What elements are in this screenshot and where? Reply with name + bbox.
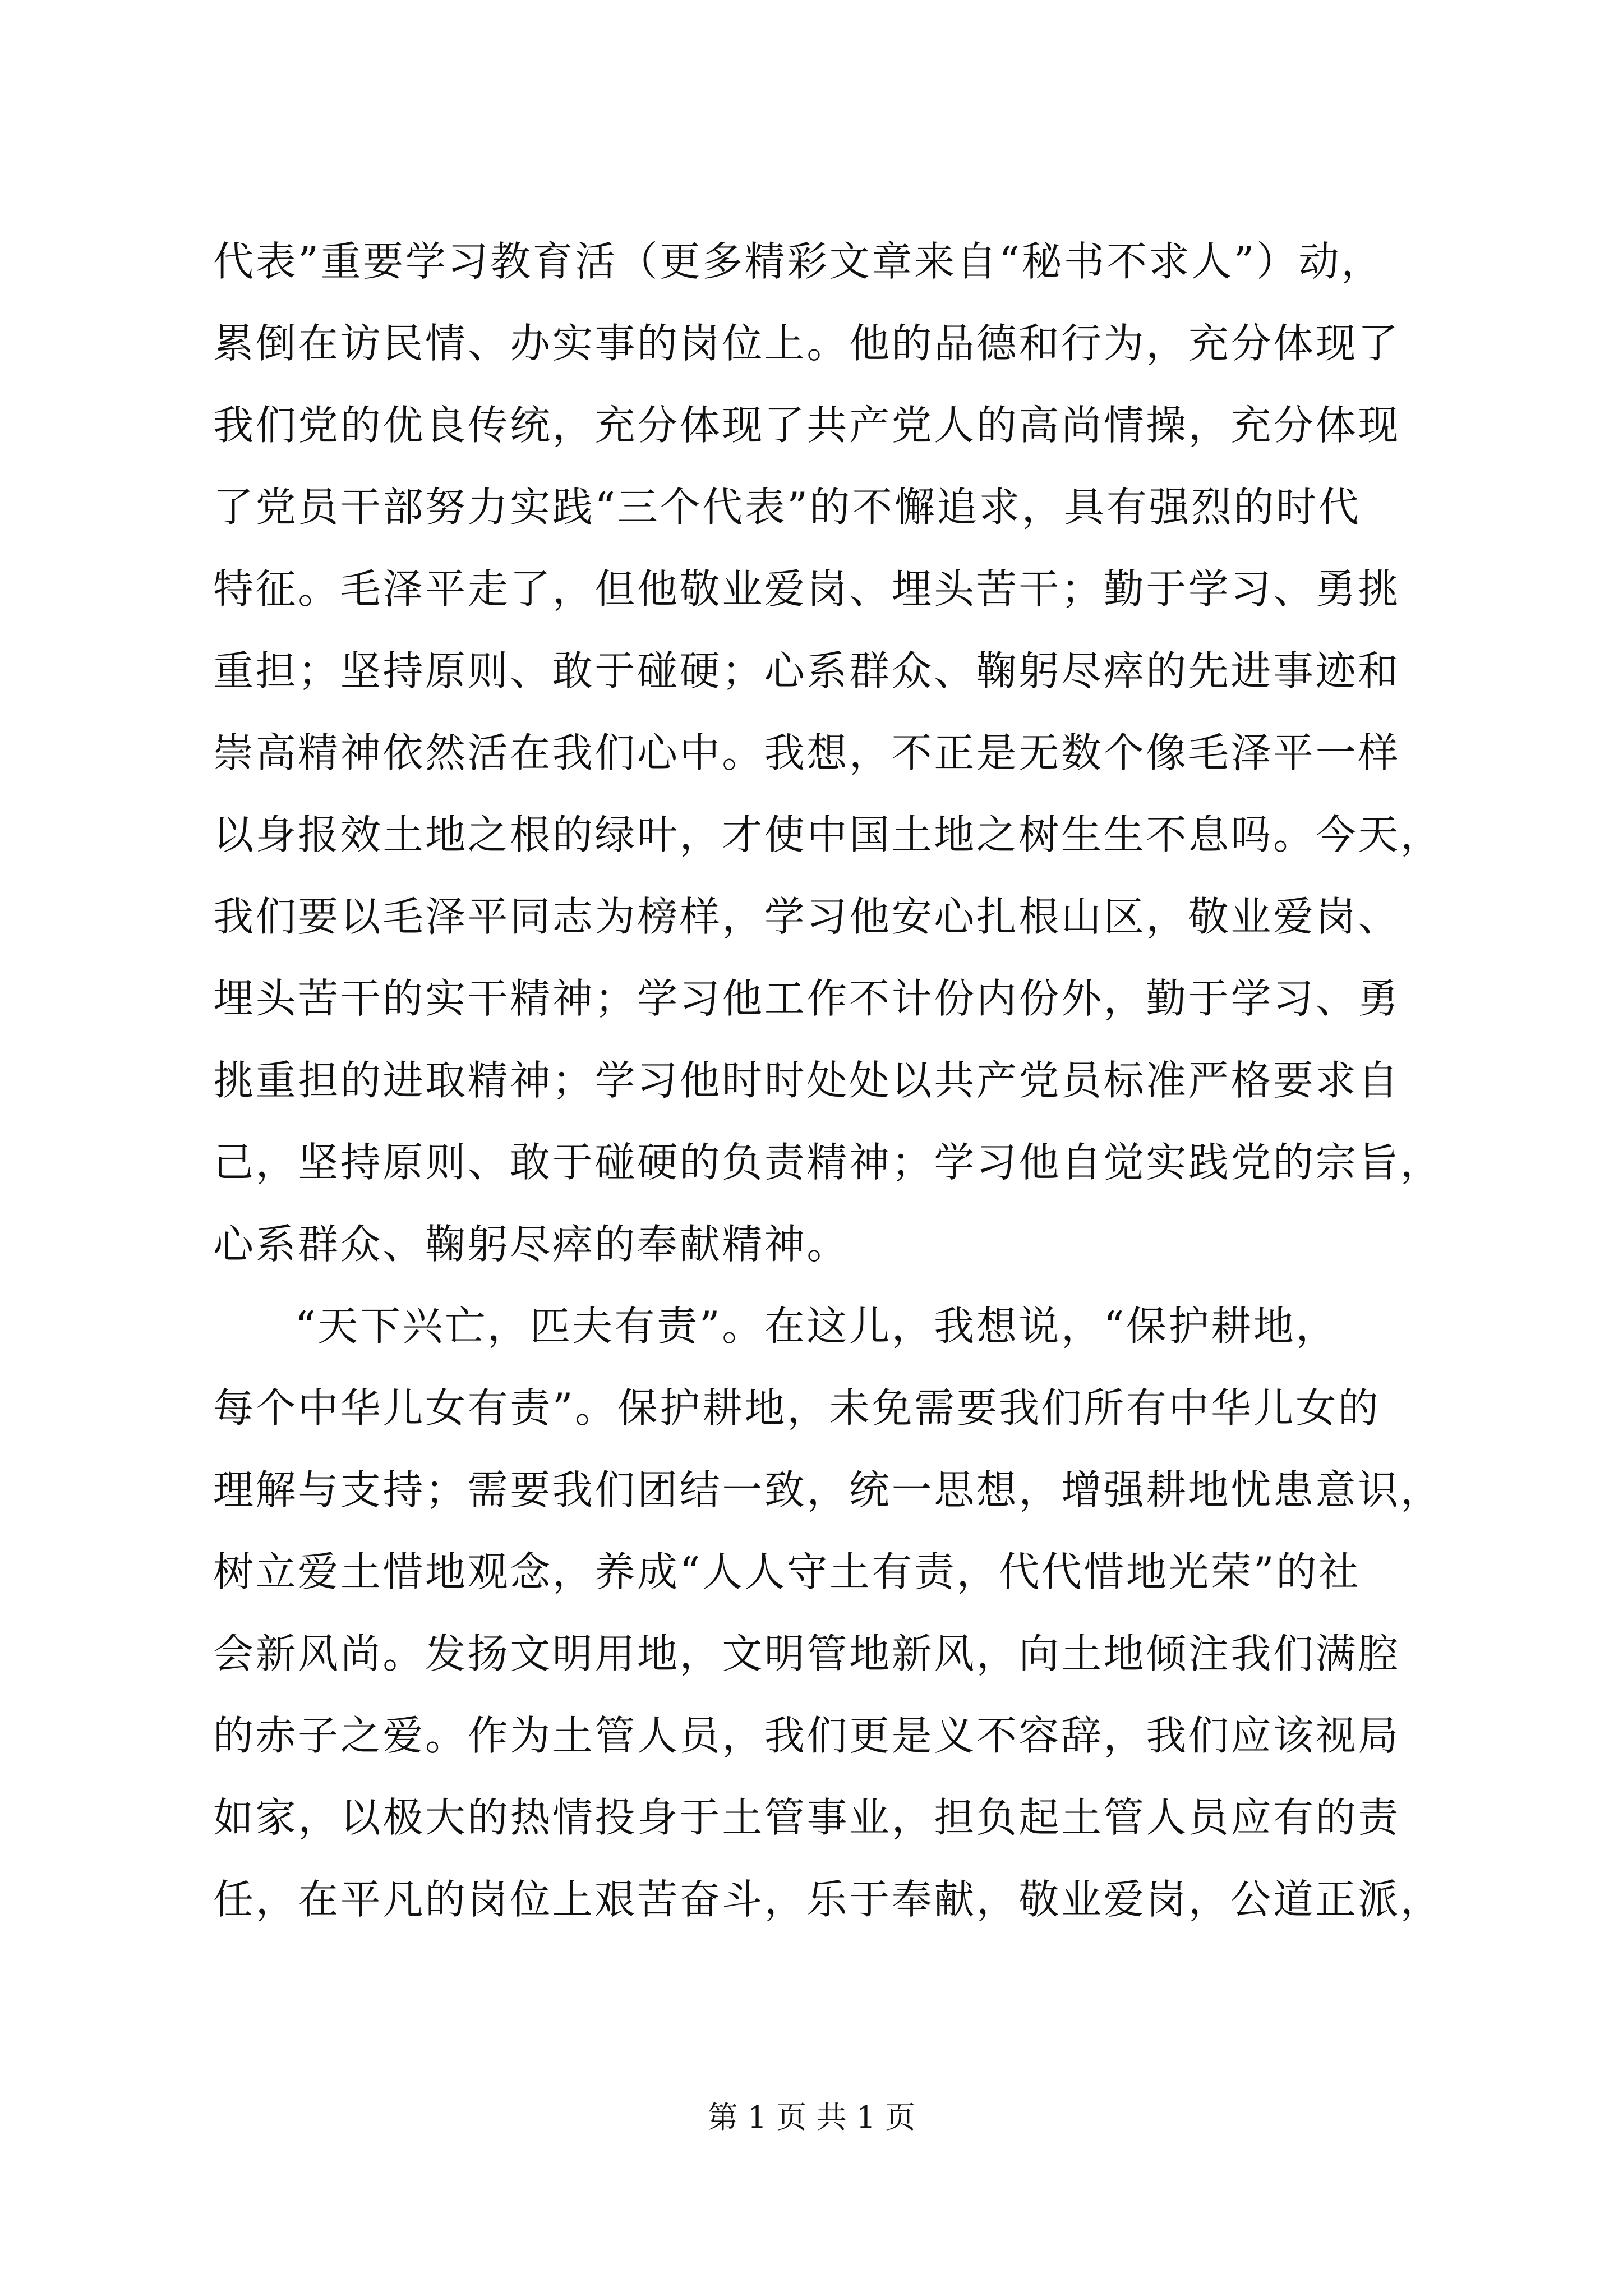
text-line: 理解与支持；需要我们团结一致，统一思想，增强耕地忧患意识，	[213, 1466, 1443, 1513]
text-line: 会新风尚。发扬文明用地，文明管地新风，向土地倾注我们满腔	[213, 1630, 1400, 1677]
text-line: 任，在平凡的岗位上艰苦奋斗，乐于奉献，敬业爱岗，公道正派，	[213, 1876, 1443, 1923]
text-line: 心系群众、鞠躬尽瘁的奉献精神。	[213, 1221, 850, 1268]
page-number: 第 1 页 共 1 页	[707, 2100, 916, 2135]
body-text	[213, 220, 1443, 1940]
text-line: 了党员干部努力实践“三个代表”的不懈追求，具有强烈的时代	[213, 484, 1361, 531]
text-line: 己，坚持原则、敢于碰硬的负责精神；学习他自觉实践党的宗旨，	[213, 1139, 1443, 1186]
text-line: 代表”重要学习教育活（更多精彩文章来自“秘书不求人”）动，	[213, 238, 1384, 285]
paragraph-first-line: “天下兴亡，匹夫有责”。在这儿，我想说，“保护耕地，	[295, 1303, 1339, 1350]
text-line: 崇高精神依然活在我们心中。我想，不正是无数个像毛泽平一样	[213, 729, 1400, 776]
text-line: 的赤子之爱。作为土管人员，我们更是义不容辞，我们应该视局	[213, 1712, 1400, 1759]
text-line: 每个中华儿女有责”。保护耕地，未免需要我们所有中华儿女的	[213, 1384, 1381, 1432]
text-line: 树立爱土惜地观念，养成“人人守土有责，代代惜地光荣”的社	[213, 1548, 1361, 1595]
text-line: 以身报效土地之根的绿叶，才使中国土地之树生生不息吗。今天，	[213, 811, 1443, 858]
text-line: 挑重担的进取精神；学习他时时处处以共产党员标准严格要求自	[213, 1057, 1400, 1104]
text-line: 如家，以极大的热情投身于土管事业，担负起土管人员应有的责	[213, 1794, 1400, 1841]
page-footer	[0, 2098, 1623, 2137]
text-line: 特征。毛泽平走了，但他敬业爱岗、埋头苦干；勤于学习、勇挑	[213, 565, 1400, 613]
text-line: 我们党的优良传统，充分体现了共产党人的高尚情操，充分体现	[213, 402, 1400, 449]
text-line: 我们要以毛泽平同志为榜样，学习他安心扎根山区，敬业爱岗、	[213, 893, 1400, 940]
text-line: 埋头苦干的实干精神；学习他工作不计份内份外，勤于学习、勇	[213, 975, 1400, 1022]
text-line: 累倒在访民情、办实事的岗位上。他的品德和行为，充分体现了	[213, 320, 1400, 367]
text-line: 重担；坚持原则、敢于碰硬；心系群众、鞠躬尽瘁的先进事迹和	[213, 647, 1400, 694]
